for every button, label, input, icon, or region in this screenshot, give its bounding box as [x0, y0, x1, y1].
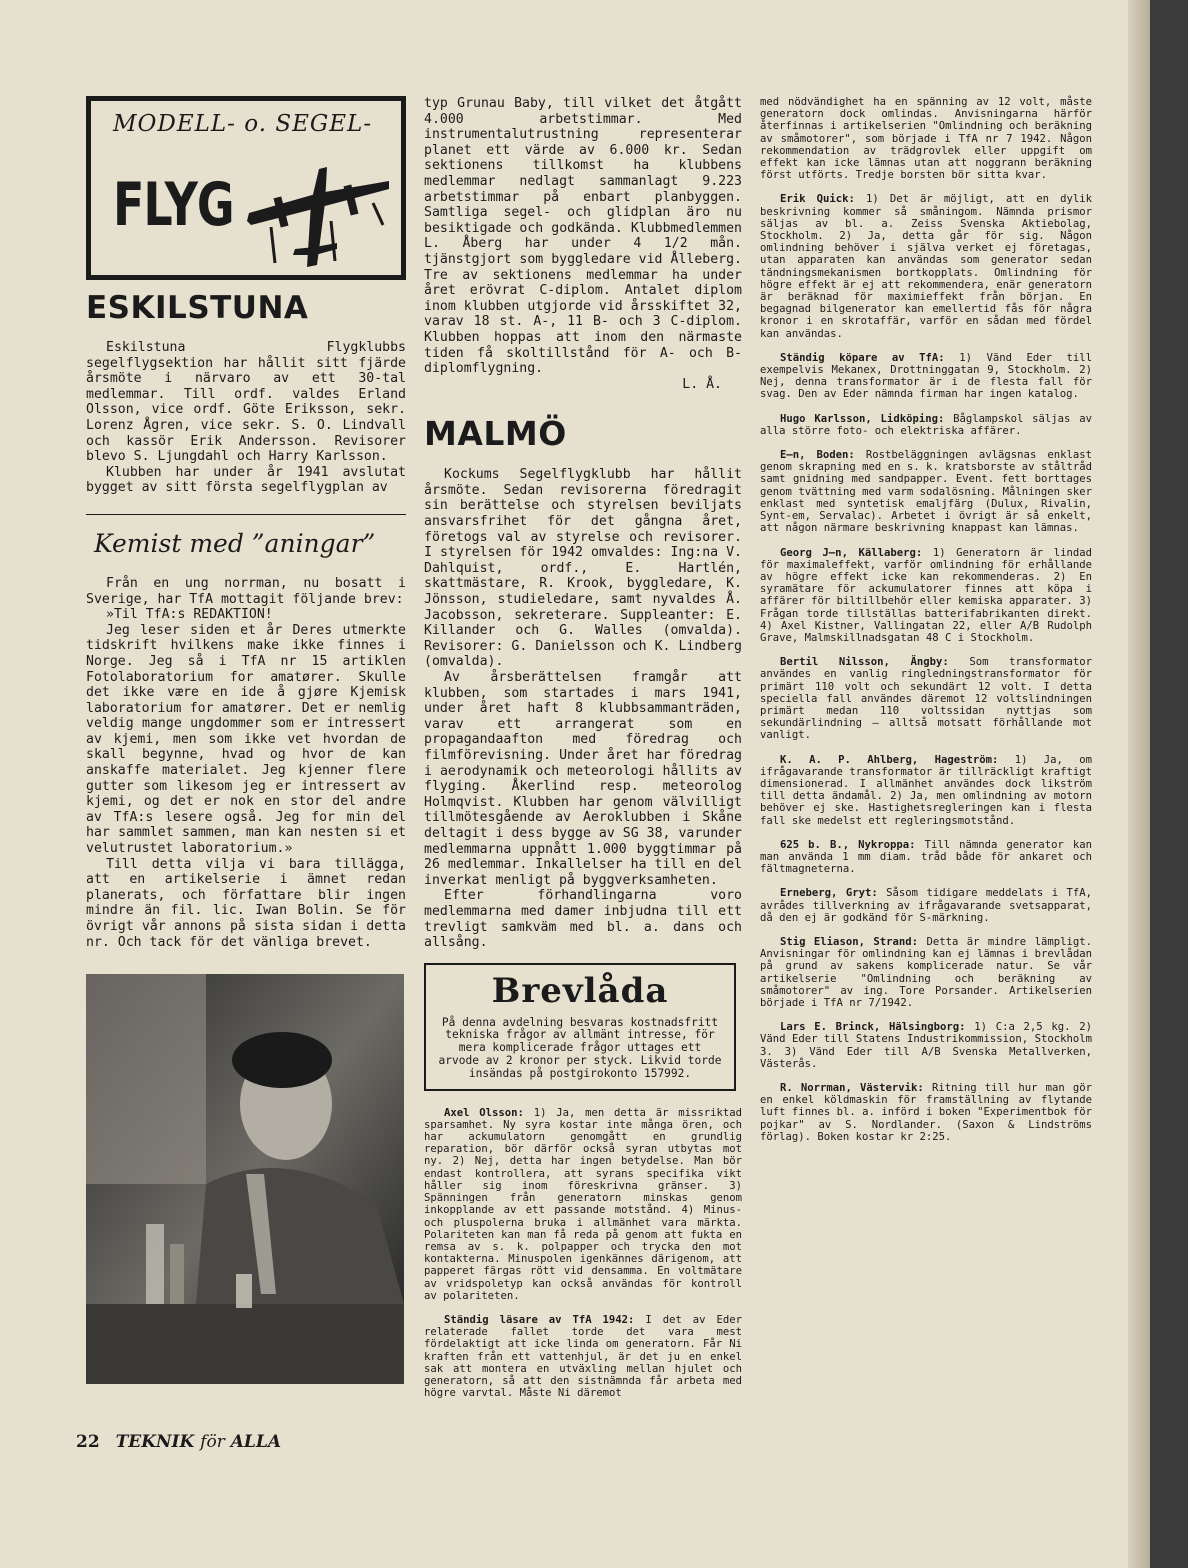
eskilstuna-headline: ESKILSTUNA: [86, 290, 309, 326]
brevlada-title: Brevlåda: [491, 970, 669, 1011]
malmo-paragraph-3: Efter förhandlingarna voro medlemmarna med damer inbjudna till ett trevligt samkväm med bl. a. dans och allsång.: [424, 888, 742, 951]
page-edge: [1128, 0, 1150, 1568]
answer-stig-eliason: Stig Eliason, Strand: Detta är mindre lämpligt. Anvisningar för omlindning kan ej lämnas i brevlådan på grund av sakens komplicerade natur. Se vår artikelserie "Omlindning och beräkning av småmotorer" av ing. Tore Porsander. Artikelserien började i TfA nr 7/1942.: [760, 935, 1092, 1009]
section-logo: [86, 96, 406, 280]
answer-hugo-karlsson: Hugo Karlsson, Lidköping: Båglampskol säljas av alla större foto- och elektriska affärer.: [760, 412, 1092, 437]
answer-r-norrman: R. Norrman, Västervik: Ritning till hur man gör en enkel köldmaskin för framställning av flytande luft finnes bl. a. införd i boken "Experimentbok för pojkar" av S. Nordlander. (Saxon & Lindströms förlag). Boken kostar kr 2:25.: [760, 1082, 1092, 1143]
answer-standig-lasare: Ständig läsare av TfA 1942: I det av Eder relaterade fallet torde det vara mest fördelaktigt att icke linda om generatorn. Får Ni kraften från ett vattenhjul, är det ju en enkel sak att montera en utväxling mellan hjulet och generatorn, så att den sistnämnda får arbeta med högre varvtal. Måste Ni däremot: [424, 1313, 742, 1400]
answer-standig-kopare: Ständig köpare av TfA: 1) Vänd Eder till exempelvis Mekanex, Drottninggatan 9, Stockholm. 2) Nej, denna transformator är i de flesta fall för svag. Den av Eder nämnda firman har ingen katalog.: [760, 351, 1092, 401]
page-footer: [76, 1432, 281, 1452]
malmo-paragraph-2: Av årsberättelsen framgår att klubben, som startades i mars 1941, under året haft 8 klubbsammanträden, varav ett arrangerat som en propagandaafton med föredrag och filmförevisning. Under året har föredrag i aerodynamik och meteorologi hållits av flyging. Åkerlind resp. meteorolog Holmqvist. Klubben har genom välvilligt tillmötesgående av Aeroklubben i Skåne deltagit i dess bygge av SG 38, varunder medlemmarna uppnått 1.000 byggtimmar på 26 medlemmar. Inkallelser ha till en del inverkat menligt på byggverksamheten.: [424, 670, 742, 888]
kemist-paragraph-1: Från en ung norrman, nu bosatt i Sverige, har TfA mottagit följande brev:: [86, 575, 406, 607]
malmo-headline: MALMÖ: [424, 414, 567, 454]
answer-kap-ahlberg: K. A. P. Ahlberg, Hageström: 1) Ja, om ifrågavarande transformator är tillräckligt kraftigt dimensionerad. I allmänhet användes dock likström till detta ändamål. 2) Ja, men omlindning av motorn behöver ej ske. Hastighetsregleringen kan i flesta fall ske medelst ett regleringsmotstånd.: [760, 753, 1092, 827]
brevlada-intro: På denna avdelning besvaras kostnadsfritt tekniska frågor av allmänt intresse, för mera komplicerade frågor uttages ett arvode av 2 kronor per styck. Likvid torde insändas på postgirokonto 157992.: [438, 1015, 722, 1080]
eskilstuna-paragraph-1: Eskilstuna Flygklubbs segelflygsektion har hållit sitt fjärde årsmöte i närvaro av ett 30-tal medlemmar. Till ordf. valdes Erland Olsson, vice ordf. Göte Eriksson, sekr. Lorenz Ågren, vice sekr. S. O. Lindvall och kassör Erik Andersson. Revisorer blevo S. Ljungdahl och Harry Karlsson.: [86, 340, 406, 465]
eskilstuna-continuation: typ Grunau Baby, till vilket det åtgått 4.000 arbetstimmar. Med instrumentalutrustning representerar planet ett värde av 6.000 kr. Sedan sektionens tillkomst ha klubbens medlemmar nedlagt sammanlagt 9.223 arbetstimmar på enbart planbyggen. Samtliga segel- och glidplan äro nu besiktigade och godkända. Klubbmedlemmen L. Åberg har under 4 1/2 mån. tjänstgjort som byggledare vid Ålleberg. Tre av sektionens medlemmar ha under året erövrat C-diplom. Antalet diplom inom klubben utgjorde vid årsskiftet 32, varav 18 st. A-, 11 B- och 3 C-diplom. Klubben hoppas att inom den närmaste tiden få skoltillstånd för A- och B-diplomflygning.: [424, 96, 742, 377]
eskilstuna-paragraph-2: Klubben har under år 1941 avslutat bygget av sitt första segelflygplan av: [86, 464, 406, 496]
logo-title: MODELL- o. SEGEL-: [113, 111, 373, 137]
eskilstuna-signature: L. Å.: [682, 376, 722, 392]
column-1: [86, 96, 406, 1384]
column-2: [424, 96, 742, 1411]
answer-continuation: med nödvändighet ha en spänning av 12 volt, måste generatorn dock omlindas. Anvisningarna härför återfinnas i artikelserien "Omlindning och beräkning av småmotorer", som började i TfA nr 7 1942. Någon rekommendation av trädgrovlek eller uppgift om effekt kan icke lämnas utan att noggrann beräkning först utförts. Tredje borsten bör sitta kvar.: [760, 96, 1092, 182]
kemist-paragraph-4: Till detta vilja vi bara tillägga, att en artikelserie i ämnet redan planerats, och författare blir ingen mindre än fil. lic. Iwan Bolin. Se för övrigt vår annons på sista sidan i detta nr. Och tack för det vänliga brevet.: [86, 856, 406, 950]
magazine-name: TEKNIK för ALLA: [115, 1432, 282, 1452]
brevlada-box: [424, 963, 736, 1091]
answer-625-nykroppa: 625 b. B., Nykroppa: Till nämnda generator kan man använda 1 mm diam. tråd både för ankaret och fältmagneterna.: [760, 838, 1092, 876]
answer-erik-quick: Erik Quick: 1) Det är möjligt, att en dylik beskrivning kommer så småningom. Nämnda prismor säljas av bl. a. Zeiss Svenska Aktiebolag, Stockholm. 2) Ja, detta går för sig. Någon omlindning behöver i själva verket ej företagas, utan apparaten kan användas som generator sedan tändningsmekanismen bortkopplats. Omlindning för högre effekt är ej att rekommendera, enär generatorn är beräknad för maximieffekt från början. En begagnad bilgenerator kan emellertid fås för några kronor i en skrotaffär, varför en sådan med fördel kan användas.: [760, 193, 1092, 340]
kemist-title: Kemist med ”aningar”: [94, 528, 376, 558]
answer-e-n-boden: E—n, Boden: Rostbeläggningen avlägsnas enklast genom skrapning med en s. k. kratsborste av ståltråd samt gnidning med sandpapper. Event. fett borttages genom tvättning med varm sodalösning. Målningen sker enklast med syntetisk emaljfärg (Dulux, Rivalin, Synt-em, Servalac). Arbetet i övrigt är så enkelt, att någon närmare beskrivning knappast kan lämnas.: [760, 449, 1092, 535]
page-number: 22: [76, 1432, 100, 1452]
malmo-paragraph-1: Kockums Segelflygklubb har hållit årsmöte. Sedan revisorerna föredragit sin berättelse och styrelsen beviljats ansvarsfrihet för det gångna året, företogs val av styrelse och revisorer. I styrelsen för 1942 omvaldes: Ing:na V. Dahlquist, ordf., E. Hartlén, skattmästare, R. Krook, byggledare, K. Jönsson, studieledare, samt nyvaldes Å. Jacobsson, sekreterare. Suppleanter: E. Killander och G. Walles (omvalda). Revisorer: G. Danielsson och K. Lindberg (omvalda).: [424, 467, 742, 670]
section-divider: [86, 514, 406, 515]
chemist-photo-image: [86, 974, 404, 1384]
answer-lars-brinck: Lars E. Brinck, Hälsingborg: 1) C:a 2,5 kg. 2) Vänd Eder till Statens Industrikommission, Stockholm 3. 3) Vänd Eder till A/B Svenska Metallverken, Västerås.: [760, 1021, 1092, 1070]
column-3: [760, 96, 1092, 1155]
answer-georg-j-n: Georg J—n, Källaberg: 1) Generatorn är lindad för maximaleffekt, varför omlindning för erhållande av högre effekt icke kan rekommenderas. 2) En syramätare för ackumulatorer finnes att köpa i affärer för biltillbehör eller kemiska apparater. 3) Frågan torde tillställas batterifabrikanten direkt. 4) Axel Kistner, Vallingatan 22, eller A/B Rudolph Grave, Malmskillnadsgatan 48 C i Stockholm.: [760, 546, 1092, 644]
answer-axel-olsson: Axel Olsson: 1) Ja, men detta är missriktad sparsamhet. Ny syra kostar inte många ören, och har ackumulatorn genomgått en grundlig reparation, bör därför också syran utbytas mot ny. 2) Nej, detta har ingen betydelse. Man bör endast kontrollera, att syrans specifika vikt håller sig inom föreskrivna gränser. 3) Spänningen från generatorn minskas genom inkopplande av ett passande motstånd. 4) Minus- och pluspolerna bruka i allmänhet vara märkta. Polariteten kan man få reda på genom att fukta en remsa av s. k. polpapper och trycka den mot kontakterna. Minuspolen igenkännes därigenom, att papperet färgas rött vid densamma. En voltmätare av vridspoletyp kan också användas för kontroll av polariteten.: [424, 1106, 742, 1302]
kemist-paragraph-3: Jeg leser siden et år Deres utmerkte tidskrift hvilkens make ikke finnes i Norge. Jeg så i TfA nr 15 artiklen Fotolaboratorium for amatører. Skulle det ikke være en ide å gjøre Kjemisk laboratorium for amatører. Det er nemlig veldig mange ungdommer som er intressert av kjemi, men som ikke vet hvordan de skall begynne, hvad og hvor de kan anskaffe materialet. Jeg kjenner flere gutter som likesom jeg er intressert av kjemi, og det er nok en stor del andre av TfA:s lesere også. Jeg for min del har sammlet sammen, man kan nesten si et velutrustet laboratorium.»: [86, 622, 406, 857]
chemist-photo: [86, 974, 406, 1384]
kemist-paragraph-2: »Til TfA:s REDAKTION!: [106, 607, 273, 623]
airplane-icon: [241, 163, 391, 273]
answer-bertil-nilsson: Bertil Nilsson, Ängby: Som transformator användes en vanlig ringledningstransformator för primärt 110 volt och sekundärt 12 volt. I detta speciella fall användes däremot 12 voltslindningen primärt medan 110 voltssidan nyttjas som sekundärlindning — alltså motsatt förhållande mot vanligt.: [760, 656, 1092, 742]
answer-erneberg: Erneberg, Gryt: Såsom tidigare meddelats i TfA, avrådes tillverkning av ifrågavarande svetsapparat, då den ej är godkänd för S-märkning.: [760, 887, 1093, 924]
logo-flyg-word: FLYG: [113, 169, 234, 240]
